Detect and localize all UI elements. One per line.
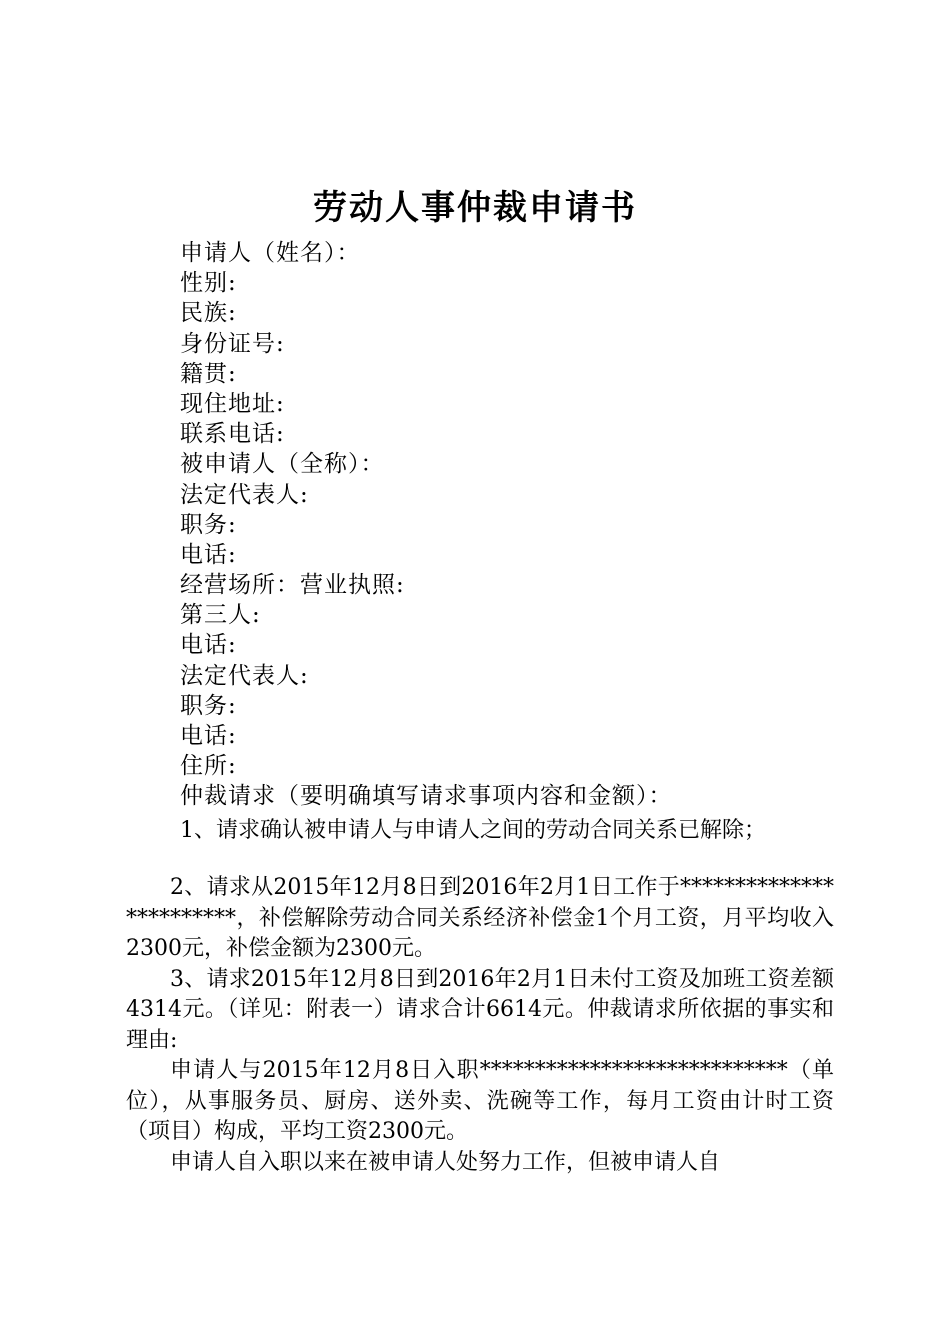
- facts-paragraph-2: 申请人自入职以来在被申请人处努力工作，但被申请人自: [170, 1149, 721, 1175]
- field-arbitration-request-heading: 仲裁请求（要明确填写请求事项内容和金额）：: [180, 783, 673, 810]
- facts-paragraph-1: 申请人与2015年12月8日入职****************************（单位），从事服务员、厨房、送外卖、洗碗等工作，每月工资由计时工资（项目）构成，平均工资2300元。: [126, 1058, 834, 1144]
- document-title: 劳动人事仲裁申请书: [313, 188, 637, 228]
- field-business-premises: 经营场所：营业执照:: [180, 572, 405, 599]
- field-phone: 电话:: [180, 541, 237, 568]
- request-item-3: 3、请求2015年12月8日到2016年2月1日未付工资及加班工资差额4314元。（详见：附表一）请求合计6614元。仲裁请求所依据的事实和理由:: [126, 966, 834, 1053]
- field-id-number: 身份证号:: [180, 330, 285, 357]
- field-legal-representative: 法定代表人:: [180, 481, 309, 508]
- field-third-party: 第三人:: [180, 602, 261, 629]
- field-residence: 住所:: [180, 753, 237, 780]
- field-gender: 性别:: [180, 270, 237, 297]
- field-native-place: 籍贯:: [180, 360, 237, 387]
- field-respondent-name: 被申请人（全称）：: [180, 451, 385, 478]
- field-ethnicity: 民族:: [180, 300, 237, 327]
- field-third-party-phone: 电话:: [180, 632, 237, 659]
- applicant-info-fields: [180, 238, 900, 812]
- field-current-address: 现住地址:: [180, 390, 285, 417]
- field-third-party-phone-2: 电话:: [180, 723, 237, 749]
- request-item-1: 1、请求确认被申请人与申请人之间的劳动合同关系已解除；: [180, 818, 766, 843]
- document-body: [126, 873, 834, 1178]
- field-applicant-name: 申请人（姓名）：: [180, 240, 361, 266]
- field-contact-phone: 联系电话:: [180, 421, 285, 448]
- request-item-2: 2、请求从2015年12月8日到2016年2月1日工作于************************，补偿解除劳动合同关系经济补偿金1个月工资，月平均收入2300元，补偿金额为2300元。: [126, 875, 834, 961]
- field-position: 职务:: [180, 511, 237, 538]
- field-third-party-legal-rep: 法定代表人:: [180, 662, 309, 689]
- field-third-party-position: 职务:: [180, 692, 237, 719]
